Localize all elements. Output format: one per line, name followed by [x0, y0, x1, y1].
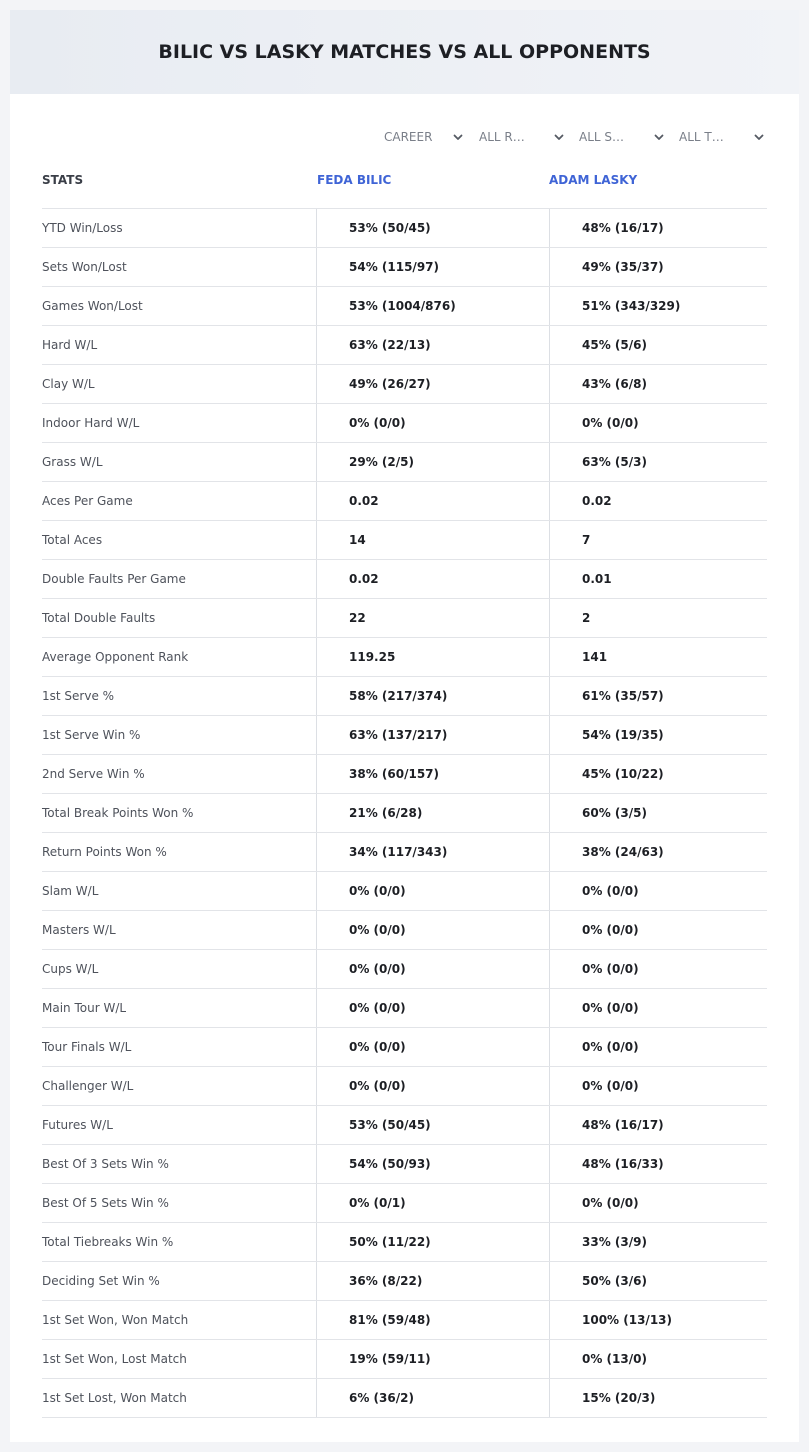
player1-value: 0% (0/0)	[316, 1067, 549, 1105]
surfaces-select[interactable]	[579, 126, 665, 148]
table-row	[42, 1301, 767, 1340]
player2-value: 0% (0/0)	[549, 911, 767, 949]
player1-value: 14	[316, 521, 549, 559]
player2-value: 0% (13/0)	[549, 1340, 767, 1378]
table-row	[42, 794, 767, 833]
table-row	[42, 911, 767, 950]
stat-label: Tour Finals W/L	[42, 1040, 132, 1054]
stat-label: 2nd Serve Win %	[42, 767, 145, 781]
table-row	[42, 443, 767, 482]
player2-value: 2	[549, 599, 767, 637]
player2-link[interactable]: ADAM LASKY	[549, 173, 638, 187]
stats-card	[10, 10, 799, 1442]
player1-value: 19% (59/11)	[316, 1340, 549, 1378]
player1-value: 6% (36/2)	[316, 1379, 549, 1417]
player1-value: 54% (115/97)	[316, 248, 549, 286]
player2-value: 0% (0/0)	[549, 404, 767, 442]
player2-value: 0.02	[549, 482, 767, 520]
stat-label: Cups W/L	[42, 962, 99, 976]
stat-label: 1st Serve %	[42, 689, 115, 703]
player1-value: 0% (0/0)	[316, 950, 549, 988]
player1-value: 0.02	[316, 560, 549, 598]
table-row	[42, 950, 767, 989]
stat-label: Best Of 5 Sets Win %	[42, 1196, 169, 1210]
player2-value: 43% (6/8)	[549, 365, 767, 403]
player1-value: 34% (117/343)	[316, 833, 549, 871]
table-row	[42, 326, 767, 365]
chevron-down-icon	[553, 131, 565, 143]
table-row	[42, 1184, 767, 1223]
player2-value: 0% (0/0)	[549, 950, 767, 988]
rounds-select[interactable]	[479, 126, 565, 148]
player1-value: 63% (22/13)	[316, 326, 549, 364]
player1-value: 58% (217/374)	[316, 677, 549, 715]
stat-label: Masters W/L	[42, 923, 116, 937]
player1-value: 81% (59/48)	[316, 1301, 549, 1339]
player1-value: 0% (0/0)	[316, 911, 549, 949]
stat-label: Indoor Hard W/L	[42, 416, 140, 430]
player1-value: 0% (0/0)	[316, 989, 549, 1027]
player2-value: 51% (343/329)	[549, 287, 767, 325]
player1-value: 38% (60/157)	[316, 755, 549, 793]
player1-value: 0.02	[316, 482, 549, 520]
stat-label: Best Of 3 Sets Win %	[42, 1157, 169, 1171]
player2-value: 0% (0/0)	[549, 989, 767, 1027]
table-row	[42, 833, 767, 872]
player2-value: 63% (5/3)	[549, 443, 767, 481]
stat-label: Hard W/L	[42, 338, 98, 352]
table-row	[42, 599, 767, 638]
player1-value: 63% (137/217)	[316, 716, 549, 754]
stat-label: Total Tiebreaks Win %	[42, 1235, 174, 1249]
stat-label: Clay W/L	[42, 377, 95, 391]
filter-bar	[10, 126, 799, 148]
player1-value: 0% (0/1)	[316, 1184, 549, 1222]
player2-value: 0% (0/0)	[549, 1184, 767, 1222]
period-select[interactable]	[384, 126, 464, 148]
stat-label: Challenger W/L	[42, 1079, 134, 1093]
player2-value: 50% (3/6)	[549, 1262, 767, 1300]
stat-label: 1st Set Won, Lost Match	[42, 1352, 187, 1366]
stat-label: Sets Won/Lost	[42, 260, 127, 274]
stat-label: Total Aces	[42, 533, 103, 547]
player1-value: 0% (0/0)	[316, 1028, 549, 1066]
player1-value: 53% (50/45)	[316, 209, 549, 247]
player1-value: 50% (11/22)	[316, 1223, 549, 1261]
player2-value: 100% (13/13)	[549, 1301, 767, 1339]
player2-value: 0% (0/0)	[549, 1067, 767, 1105]
player2-value: 61% (35/57)	[549, 677, 767, 715]
tournaments-select-label: ALL T…	[679, 130, 724, 144]
table-row	[42, 1262, 767, 1301]
player2-value: 0% (0/0)	[549, 872, 767, 910]
player2-value: 141	[549, 638, 767, 676]
player2-value: 60% (3/5)	[549, 794, 767, 832]
player1-value: 36% (8/22)	[316, 1262, 549, 1300]
player1-value: 21% (6/28)	[316, 794, 549, 832]
stat-label: Deciding Set Win %	[42, 1274, 160, 1288]
stats-column-header: STATS	[42, 173, 84, 187]
stat-label: 1st Serve Win %	[42, 728, 141, 742]
player2-value: 48% (16/17)	[549, 1106, 767, 1144]
chevron-down-icon	[653, 131, 665, 143]
table-row	[42, 1028, 767, 1067]
player1-value: 29% (2/5)	[316, 443, 549, 481]
chevron-down-icon	[452, 131, 464, 143]
table-row	[42, 1223, 767, 1262]
stat-label: 1st Set Lost, Won Match	[42, 1391, 187, 1405]
player1-value: 0% (0/0)	[316, 872, 549, 910]
table-row	[42, 872, 767, 911]
player2-value: 38% (24/63)	[549, 833, 767, 871]
surfaces-select-label: ALL S…	[579, 130, 625, 144]
stats-table	[42, 208, 767, 1418]
player2-value: 45% (10/22)	[549, 755, 767, 793]
table-row	[42, 677, 767, 716]
player1-value: 22	[316, 599, 549, 637]
player1-value: 119.25	[316, 638, 549, 676]
stat-label: Average Opponent Rank	[42, 650, 189, 664]
player2-value: 49% (35/37)	[549, 248, 767, 286]
player2-value: 45% (5/6)	[549, 326, 767, 364]
table-row	[42, 716, 767, 755]
table-row	[42, 287, 767, 326]
table-row	[42, 365, 767, 404]
period-select-label: CAREER	[384, 130, 433, 144]
page-title: BILIC VS LASKY MATCHES VS ALL OPPONENTS	[158, 41, 651, 63]
player2-value: 48% (16/17)	[549, 209, 767, 247]
stat-label: Total Break Points Won %	[42, 806, 194, 820]
player1-value: 53% (1004/876)	[316, 287, 549, 325]
stat-label: Return Points Won %	[42, 845, 167, 859]
table-row	[42, 1340, 767, 1379]
stat-label: 1st Set Won, Won Match	[42, 1313, 189, 1327]
player2-value: 33% (3/9)	[549, 1223, 767, 1261]
stat-label: Grass W/L	[42, 455, 103, 469]
table-row	[42, 248, 767, 287]
chevron-down-icon	[753, 131, 765, 143]
player2-value: 48% (16/33)	[549, 1145, 767, 1183]
table-row	[42, 1106, 767, 1145]
stat-label: Main Tour W/L	[42, 1001, 127, 1015]
player2-value: 15% (20/3)	[549, 1379, 767, 1417]
stat-label: Games Won/Lost	[42, 299, 143, 313]
player1-value: 54% (50/93)	[316, 1145, 549, 1183]
stat-label: Slam W/L	[42, 884, 99, 898]
stat-label: Double Faults Per Game	[42, 572, 186, 586]
table-row	[42, 209, 767, 248]
table-row	[42, 521, 767, 560]
player2-value: 0.01	[549, 560, 767, 598]
table-row	[42, 1145, 767, 1184]
stat-label: Futures W/L	[42, 1118, 113, 1132]
stat-label: Total Double Faults	[42, 611, 156, 625]
player2-value: 7	[549, 521, 767, 559]
table-row	[42, 989, 767, 1028]
player1-link[interactable]: FEDA BILIC	[317, 173, 392, 187]
table-row	[42, 1379, 767, 1418]
stat-label: Aces Per Game	[42, 494, 133, 508]
table-row	[42, 638, 767, 677]
player1-value: 0% (0/0)	[316, 404, 549, 442]
table-row	[42, 755, 767, 794]
player2-value: 0% (0/0)	[549, 1028, 767, 1066]
table-row	[42, 1067, 767, 1106]
tournaments-select[interactable]	[679, 126, 765, 148]
table-row	[42, 482, 767, 521]
player1-value: 49% (26/27)	[316, 365, 549, 403]
card-header	[10, 10, 799, 94]
player2-value: 54% (19/35)	[549, 716, 767, 754]
rounds-select-label: ALL R…	[479, 130, 525, 144]
table-row	[42, 560, 767, 599]
player1-value: 53% (50/45)	[316, 1106, 549, 1144]
table-row	[42, 404, 767, 443]
stat-label: YTD Win/Loss	[42, 221, 123, 235]
